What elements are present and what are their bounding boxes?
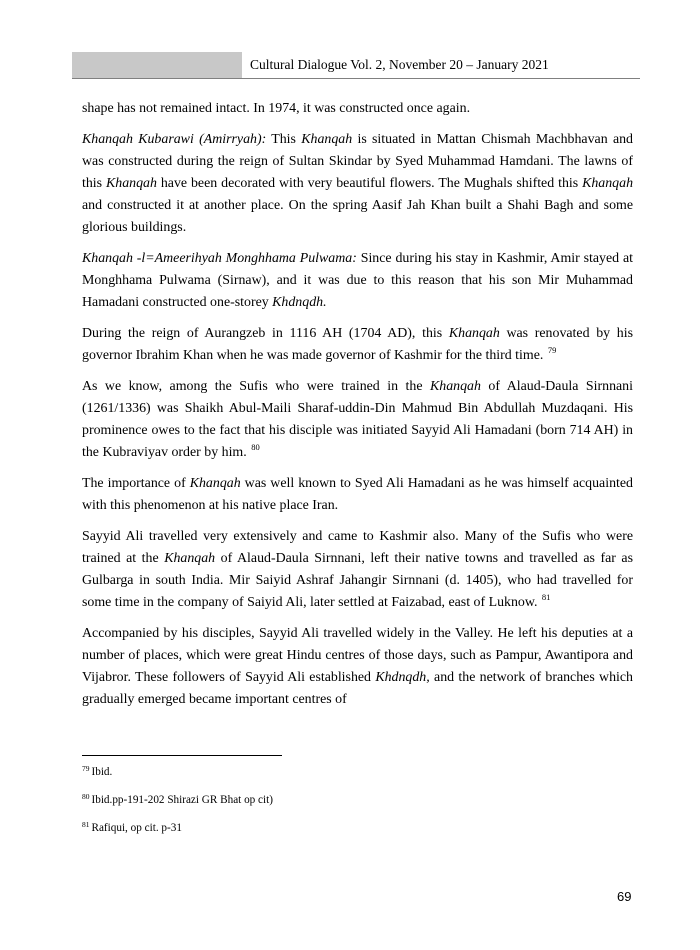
page-number: 69	[617, 889, 632, 904]
paragraph-text: is situated in Mattan Chismah Machbhavan and was constructed during the reign of Sultan Skindar by Syed Muhammad Hamdani. The lawns of this	[82, 132, 633, 191]
paragraph-text: have been decorated with very beautiful flowers. The Mughals shifted this	[156, 176, 583, 191]
paragraph-text: of Alaud-Daula Sirnnani (1261/1336) was Shaikh Abul-Maili Sharaf-uddin-Din Mahmud Bin Abdullah Muzdaqani. His prominence owes to the fact that his disciple was initiated Sayyid Ali Hamadani (born 714 AH) in the Kubraviyav order by him.	[82, 379, 633, 460]
paragraph-lead: Khanqah -l=Ameerihyah Monghhama Pulwama:	[82, 251, 357, 266]
italic-term: Khanqah	[164, 551, 216, 566]
footnote-separator	[82, 755, 282, 756]
paragraph-text: This	[266, 132, 302, 147]
running-header: Cultural Dialogue Vol. 2, November 20 – January 2021	[250, 57, 549, 72]
paragraph-text: was renovated by his governor Ibrahim Khan when he was made governor of Kashmir for the third time.	[82, 326, 633, 363]
main-text	[82, 98, 633, 720]
footnote-ref[interactable]: 80	[251, 442, 260, 452]
paragraph-text: The importance of	[82, 476, 190, 491]
footnote-text: Ibid.	[91, 766, 113, 778]
paragraph-lead: Khanqah Kubarawi (Amirryah):	[82, 132, 267, 147]
italic-term: Khdnqdh,	[375, 670, 430, 685]
header-shaded-bar	[72, 52, 242, 78]
paragraph-text: As we know, among the Sufis who were trained in the	[82, 379, 430, 394]
paragraph-text: was well known to Syed Ali Hamadani as he was himself acquainted with this phenomenon at his native place Iran.	[82, 476, 633, 513]
paragraph-text: of Alaud-Daula Sirnnani, left their native towns and travelled as far as Gulbarga in south India. Mir Saiyid Ashraf Jahangir Sirnnani (d. 1405), who had travelled for some time in the company of Saiyid Ali, later settled at Faizabad, east of Luknow.	[82, 551, 633, 610]
italic-term: Khanqah	[429, 379, 481, 394]
italic-term: Khanqah	[448, 326, 500, 341]
italic-term: Khdnqdh.	[272, 295, 327, 310]
footnote-81	[82, 821, 182, 835]
footnote-80	[82, 793, 273, 807]
footnote-number: 81	[82, 820, 90, 829]
paragraph-text: and constructed it at another place. On the spring Aasif Jah Khan built a Shahi Bagh and some glorious buildings.	[82, 198, 633, 235]
footnote-ref[interactable]: 79	[547, 345, 557, 355]
paragraph-text: Accompanied by his disciples, Sayyid Ali travelled widely in the Valley. He left his deputies at a number of places, which were great Hindu centres of those days, such as Pampur, Awantipora and Vijabror. These followers of Sayyid Ali established	[82, 626, 633, 685]
paragraph-aurangzeb	[82, 323, 633, 367]
paragraph-disciples	[82, 623, 633, 711]
paragraph-travels	[82, 526, 633, 614]
footnote-text: Ibid.pp-191-202 Shirazi GR Bhat op cit)	[91, 794, 273, 806]
footnote-number: 79	[82, 764, 90, 773]
paragraph-text: Sayyid Ali travelled very extensively and came to Kashmir also. Many of the Sufis who were trained at the	[82, 529, 633, 566]
paragraph-khanqah-kubarawi	[82, 129, 633, 239]
italic-term: Khanqah	[582, 176, 634, 191]
paragraph-text: During the reign of Aurangzeb in 1116 AH (1704 AD), this	[82, 326, 449, 341]
paragraph-sufis-trained	[82, 376, 633, 464]
header-rule	[72, 78, 640, 79]
footnote-ref[interactable]: 81	[541, 592, 551, 602]
italic-term: Khanqah	[301, 132, 353, 147]
paragraph-text: and the network of branches which gradually emerged became important centres of	[82, 670, 633, 707]
paragraph-text: Since during his stay in Kashmir, Amir stayed at Monghhama Pulwama (Sirnaw), and it was due to this reason that his son Mir Muhammad Hamadani constructed one-storey	[82, 251, 633, 310]
italic-term: Khanqah	[106, 176, 157, 191]
paragraph-importance	[82, 473, 633, 517]
footnote-text: Rafiqui, op cit. p-31	[91, 822, 182, 834]
paragraph-1	[82, 98, 633, 120]
footnote-79	[82, 765, 112, 779]
italic-term: Khanqah	[189, 476, 241, 491]
paragraph-text: shape has not remained intact. In 1974, it was constructed once again.	[82, 101, 471, 116]
footnote-number: 80	[82, 792, 90, 801]
paragraph-khanqah-ameerihyah	[82, 248, 633, 314]
